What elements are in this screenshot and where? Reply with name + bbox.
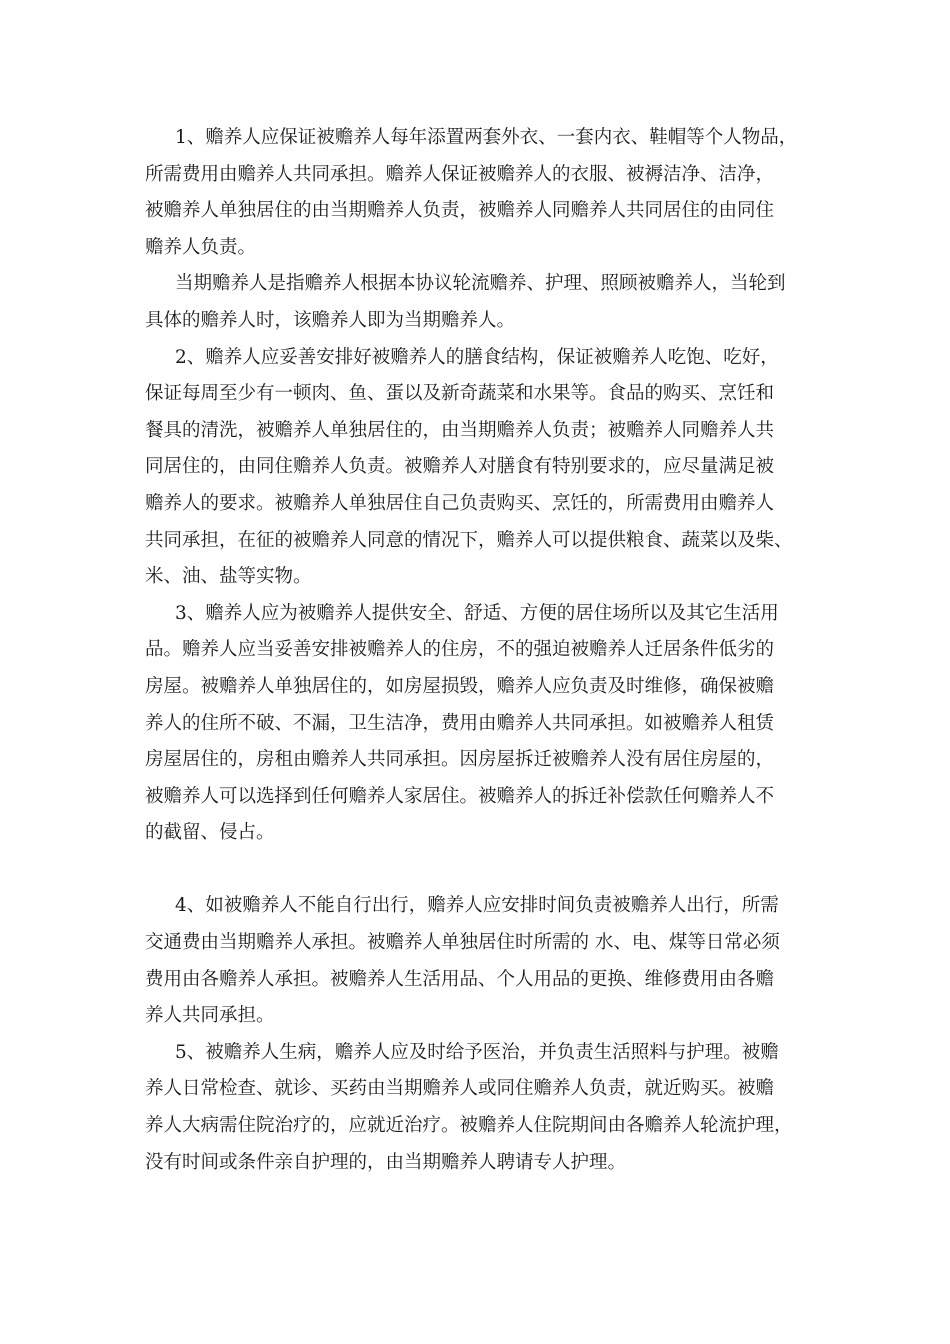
- text-line: 5、被赡养人生病，赡养人应及时给予医治，并负责生活照料与护理。被赡: [175, 1041, 779, 1063]
- text-line: 交通费由当期赡养人承担。被赡养人单独居住时所需的 水、电、煤等日常必须: [145, 932, 780, 954]
- paragraph-definition: [145, 266, 810, 339]
- text-line: 共同承担，在征的被赡养人同意的情况下，赡养人可以提供粮食、蔬菜以及柴、: [145, 529, 793, 551]
- text-line: 当期赡养人是指赡养人根据本协议轮流赡养、护理、照顾被赡养人，当轮到: [175, 273, 786, 295]
- text-line: 1、赡养人应保证被赡养人每年添置两套外衣、一套内衣、鞋帽等个人物品，: [175, 127, 798, 148]
- blank-line: [145, 852, 810, 889]
- text-line: 养人的住所不破、不漏，卫生洁净，费用由赡养人共同承担。如被赡养人租赁: [145, 712, 775, 734]
- text-line: 4、如被赡养人不能自行出行，赡养人应安排时间负责被赡养人出行，所需: [175, 895, 779, 917]
- paragraph-clause-5: [145, 1035, 810, 1181]
- document-body: [145, 120, 810, 1181]
- text-line: 没有时间或条件亲自护理的，由当期赡养人聘请专人护理。: [145, 1151, 627, 1173]
- text-line: 米、油、盐等实物。: [145, 566, 312, 588]
- text-line: 的截留、侵占。: [145, 822, 275, 844]
- text-line: 费用由各赡养人承担。被赡养人生活用品、个人用品的更换、维修费用由各赡: [145, 968, 775, 990]
- paragraph-clause-2: [145, 340, 810, 596]
- text-line: 具体的赡养人时，该赡养人即为当期赡养人。: [145, 309, 516, 331]
- text-line: 所需费用由赡养人共同承担。赡养人保证被赡养人的衣服、被褥洁净、洁净，: [145, 163, 775, 185]
- text-line: 房屋居住的，房租由赡养人共同承担。因房屋拆迁被赡养人没有居住房屋的，: [145, 749, 775, 771]
- text-line: 养人共同承担。: [145, 1005, 275, 1027]
- text-line: 餐具的清洗，被赡养人单独居住的，由当期赡养人负责；被赡养人同赡养人共: [145, 419, 775, 441]
- text-line: 房屋。被赡养人单独居住的，如房屋损毁，赡养人应负责及时维修，确保被赡: [145, 675, 775, 697]
- text-line: 3、赡养人应为被赡养人提供安全、舒适、方便的居住场所以及其它生活用: [175, 602, 779, 624]
- paragraph-clause-1: [145, 120, 810, 266]
- text-line: 品。赡养人应当妥善安排被赡养人的住房，不的强迫被赡养人迁居条件低劣的: [145, 639, 775, 661]
- text-line: 保证每周至少有一顿肉、鱼、蛋以及新奇蔬菜和水果等。食品的购买、烹饪和: [145, 383, 775, 405]
- text-line: 养人大病需住院治疗的，应就近治疗。被赡养人住院期间由各赡养人轮流护理，: [145, 1115, 793, 1137]
- text-line: 养人日常检查、就诊、买药由当期赡养人或同住赡养人负责，就近购买。被赡: [145, 1078, 775, 1100]
- paragraph-clause-4: [145, 888, 810, 1034]
- text-line: 2、赡养人应妥善安排好被赡养人的膳食结构，保证被赡养人吃饱、吃好，: [175, 346, 779, 368]
- paragraph-clause-3: [145, 596, 810, 852]
- text-line: 赡养人负责。: [145, 236, 257, 258]
- text-line: 被赡养人单独居住的由当期赡养人负责，被赡养人同赡养人共同居住的由同住: [145, 200, 775, 222]
- text-line: 同居住的，由同住赡养人负责。被赡养人对膳食有特别要求的，应尽量满足被: [145, 456, 775, 478]
- text-line: 被赡养人可以选择到任何赡养人家居住。被赡养人的拆迁补偿款任何赡养人不: [145, 785, 775, 807]
- text-line: 赡养人的要求。被赡养人单独居住自己负责购买、烹饪的，所需费用由赡养人: [145, 492, 775, 514]
